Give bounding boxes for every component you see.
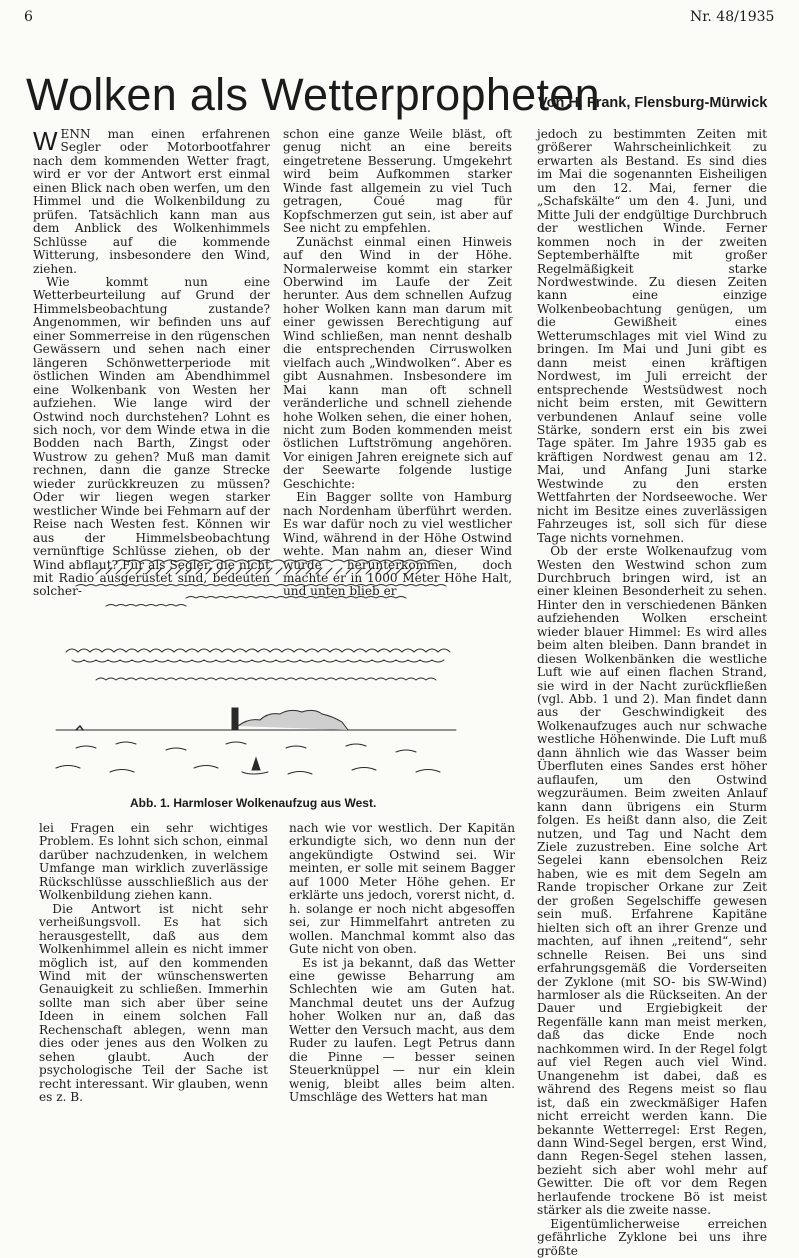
article-title: Wolken als Wetterpropheten — [26, 69, 600, 120]
paragraph: lei Fragen ein sehr wichtiges Problem. Es lohnt sich schon, einmal darüber nachzudenken, in welchem Umfange man wirklich zuverlässige Rückschlüsse ausschließlich aus der Wolkenbildung ziehen kann. — [39, 821, 268, 903]
paragraph: WENN man einen erfahrenen Segler oder Motorbootfahrer nach dem kommenden Wetter fragt, wird er vor der Antwort erst einmal einen Blick nach oben werfen, um den Himmel und die Wolkenbildung zu prüfen. Tatsächlich kann man aus dem Anblick des Wolkenhimmels Schlüsse auf die kommende Witterung, insbesondere den Wind, ziehen. — [33, 126, 270, 276]
column-1-top — [33, 128, 270, 599]
column-2-top — [283, 128, 512, 599]
page-number: 6 — [24, 9, 33, 25]
paragraph: Wie kommt nun eine Wetterbeurteilung auf Grund der Himmelsbeobachtung zustande? Angenommen, wir befinden uns auf einer Sommerreise in den rügenschen Gewässern und sehen nach einer längeren Schönwetterperiode mit östlichen Winden am Abendhimmel eine Wolkenbank von Westen her aufziehen. Wie lange wird der Ostwind noch durchstehen? Lohnt es sich noch, vor dem Winde etwa in die Bodden nach Barth, Zingst oder Wustrow zu gehen? Muß man damit rechnen, dann die ganze Strecke wieder zurückkreuzen zu müssen? Oder wir liegen wegen starker westlicher Winde bei Fehmarn auf der Reise nach Westen fest. Können wir aus der Himmelsbeobachtung vernünftige Schlüsse ziehen, ob der Wind abflaut? Für als Segler, die nicht mit Radio ausgerüstet sind, bedeuten solcher- — [33, 274, 270, 599]
drop-cap: W — [33, 126, 58, 156]
paragraph: Ob der erste Wolkenaufzug vom Westen den Westwind schon zum Durchbruch bringen wird, ist an einer kleinen Besonderheit zu sehen. Hinter den in verschiedenen Bänken aufziehenden Wolken erscheint wieder blauer Himmel: Es wird alles beim alten bleiben. Dann brandet in diesen Wolkenbänken die westliche Luft wie auf einen flachen Strand, sie wird in der Nacht zurückfließen (vgl. Abb. 1 und 2). Man findet dann aus der Geschwindigkeit des Wolkenaufzuges auch nur schwache westliche Höhenwinde. Die Luft muß dann ähnlich wie das Wasser beim Überfluten eines Sandes erst höher auflaufen, um den Ostwind wegzuräumen. Beim zweiten Anlauf kann dann übrigens ein Sturm folgen. Es heißt dann also, die Zeit nutzen, und Tag und Nacht dem Ziele zuzustreben. Eine solche Art Segelei kann ebensolchen Reiz haben, wie es mit dem Segeln am Rande tropischer Orkane zur Zeit der großen Segelschiffe gewesen sein muß. Erfahrene Kapitäne hielten sich oft an ihrer Grenze und machten, auf ihnen „reitend“, sehr schnelle Reisen. Bei uns sind erfahrungsgemäß die Vorderseiten der Zyklone (mit SO- bis SW-Wind) harmloser als die Rückseiten. An der Dauer und Ergiebigkeit der Regenfälle kann man meist merken, daß das dicke Ende noch nachkommen wird. In der Regel folgt auf viel Regen auch viel Wind. Unangenehm ist dabei, daß es während des Regens meist so flau ist, daß ein zweckmäßiger Hafen nicht erreicht werden kann. Die bekannte Wetterregel: Erst Regen, dann Wind-Segel bergen, erst Wind, dann Regen-Segel stehen lassen, bezieht sich aber wohl mehr auf Gewitter. Die oft vor dem Regen herlaufende trockene Bö ist meist stärker als die zweite nasse. — [537, 544, 767, 1218]
paragraph: Es ist ja bekannt, daß das Wetter eine gewisse Beharrung am Schlechten wie am Guten hat. Manchmal deutet uns der Aufzug hoher Wolken nur an, daß das Wetter den Versuch macht, aus dem Ruder zu laufen. Legt Petrus dann die Pinne — besser seinen Steuerknüppel — nur ein klein wenig, bleibt alles beim alten. Umschläge des Wetters hat man — [289, 955, 515, 1105]
paragraph: Ein Bagger sollte von Hamburg nach Nordenham überführt werden. Es war dafür noch zu viel westlicher Wind, während in der Höhe Ostwind wehte. Man nahm an, dieser Wind würde herunterkommen, doch machte er in 1000 Meter Höhe Halt, und unten blieb er — [283, 490, 512, 599]
paragraph: Eigentümlicherweise erreichen gefährliche Zyklone bei uns ihre größte — [537, 1216, 767, 1258]
column-2-bottom — [289, 822, 515, 1105]
article-author: Von H. Frank, Flensburg-Mürwick — [538, 95, 768, 111]
paragraph: jedoch zu bestimmten Zeiten mit größerer Wahrscheinlichkeit zu erwarten als Bestand. Es sind dies im Mai die sogenannten Eisheiligen um den 12. Mai, ferner die „Schafskälte“ um den 4. Juni, und Mitte Juli der endgültige Durchbruch der westlichen Winde. Ferner kommen noch in der zweiten Septemberhälfte mit großer Regelmäßigkeit starke Nordwestwinde. Zu diesen Zeiten kann eine einzige Wolkenbeobachtung genügen, um die Gewißheit eines Wetterumschlages mit viel Wind zu bringen. Im Mai und Juni gibt es dann meist einen kräftigen Nordwest, im Juli erreicht der entsprechende Westsüdwest noch nicht beim ersten, mit Gewittern verbundenen Anlauf seine volle Stärke, sondern erst ein bis zwei Tage später. Im Jahre 1935 gab es kräftigen Nordwest genau am 12. Mai, und Anfang Juni starke Westwinde zu den ersten Wettfahrten der Nordseewoche. Wer nicht im Besitze eines zuverlässigen Fahrzeuges ist, soll sich für diese Tage nichts vornehmen. — [537, 127, 767, 545]
figure-caption: Abb. 1. Harmloser Wolkenaufzug aus West. — [130, 796, 377, 810]
paragraph: nach wie vor westlich. Der Kapitän erkundigte sich, wo denn nun der angekündigte Ostwind sei. Wir meinten, er solle mit seinem Bagger auf 1000 Meter Höhe gehen. Er erklärte uns jedoch, vorerst nicht, d. h. solange er noch nicht abgesoffen sei, zur Himmelfahrt antreten zu wollen. Manchmal kommt also das Gute nicht von oben. — [289, 821, 515, 957]
paragraph: Die Antwort ist nicht sehr verheißungsvoll. Es hat sich herausgestellt, daß aus dem Wolkenhimmel allein es nicht immer möglich ist, auf den kommenden Wind mit der wünschenswerten Genauigkeit zu schließen. Immerhin sollte man sich aber über seine Ideen in einem solchen Fall Rechenschaft ablegen, wenn man dies oder jenes aus den Wolken zu sehen glaubt. Auch der psychologische Teil der Sache ist recht interessant. Wir glauben, wenn es z. B. — [39, 901, 268, 1105]
column-1-bottom — [39, 822, 268, 1105]
paragraph: schon eine ganze Weile bläst, oft genug nicht an eine bereits eingetretene Besserung. Umgekehrt wird beim Aufkommen starker Winde fast allgemein zu viel Tuch getragen, Coué mag für Kopfschmerzen gut sein, ist aber auf See nicht zu empfehlen. — [283, 127, 512, 236]
issue-number: Nr. 48/1935 — [690, 9, 775, 25]
column-3 — [537, 128, 767, 1258]
cloud-illustration — [36, 540, 486, 790]
paragraph: Zunächst einmal einen Hinweis auf den Wind in der Höhe. Normalerweise kommt ein starker Oberwind im Laufe der Zeit herunter. Aus dem schnellen Aufzug hoher Wolken kann man darum mit einer gewissen Berechtigung auf Wind schließen, man nennt deshalb die entsprechenden Cirruswolken vielfach auch „Windwolken“. Aber es gibt Ausnahmen. Insbesondere im Mai kann man oft schnell veränderliche und schnell ziehende hohe Wolken sehen, die einer hohen, nicht zum Boden kommenden meist östlichen Luftströmung angehören. Vor einigen Jahren ereignete sich auf der Seewarte folgende lustige Geschichte: — [283, 234, 512, 491]
